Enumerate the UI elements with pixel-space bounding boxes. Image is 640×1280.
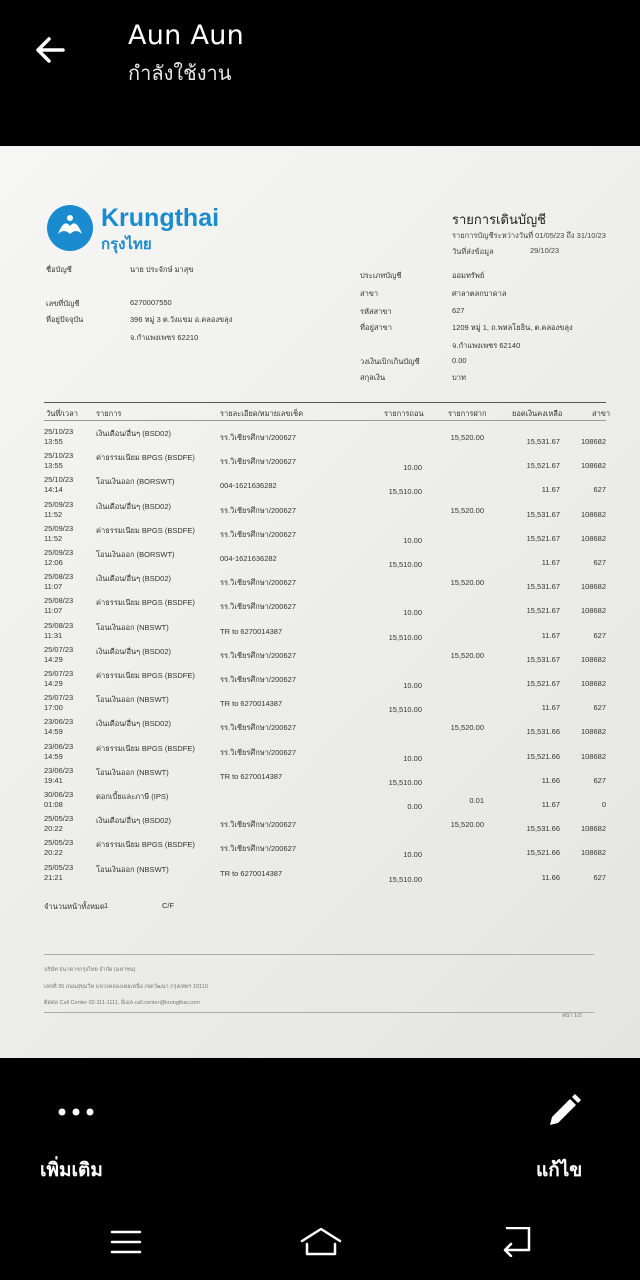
row-branch: 108682 — [580, 461, 606, 470]
row-description: โอนเงินออก (BORSWT) — [96, 477, 175, 486]
row-withdraw: 10.00 — [403, 608, 422, 617]
row-date: 25/10/23 — [44, 451, 74, 460]
row-detail: รร.วิเชียรศึกษา/200627 — [220, 457, 296, 466]
row-withdraw: 15,510.00 — [388, 633, 422, 642]
row-description: เงินเดือน/อื่นๆ (BSD02) — [96, 816, 172, 825]
row-detail: รร.วิเชียรศึกษา/200627 — [220, 506, 296, 515]
row-time: 17:00 — [44, 703, 63, 712]
row-balance: 15,521.67 — [526, 534, 560, 543]
page-number: หน้า 1/2 — [562, 1013, 582, 1019]
total-pages-label: จำนวนหน้าทั้งหมด — [44, 902, 105, 911]
row-time: 19:41 — [44, 776, 63, 785]
row-time: 11:07 — [44, 606, 63, 615]
row-description: เงินเดือน/อื่นๆ (BSD02) — [96, 647, 172, 656]
info-value: นาย ประจักษ์ มาสุข — [130, 265, 194, 274]
info-value: 627 — [452, 306, 465, 315]
row-time: 14:29 — [44, 679, 63, 688]
row-detail: 004-1621636282 — [220, 554, 277, 563]
row-date: 25/05/23 — [44, 814, 74, 823]
krungthai-logo-icon — [46, 204, 94, 252]
row-date: 25/07/23 — [44, 693, 74, 702]
row-description: ค่าธรรมเนียม BPGS (BSDFE) — [96, 744, 195, 753]
footer-line — [44, 954, 594, 955]
more-dots-icon[interactable] — [56, 1098, 96, 1126]
row-time: 11:52 — [44, 510, 63, 519]
row-time: 14:29 — [44, 655, 63, 664]
column-header: สาขา — [592, 409, 611, 418]
row-description: โอนเงินออก (NBSWT) — [96, 865, 169, 874]
info-label: ที่อยู่ปัจจุบัน — [46, 315, 84, 324]
info-label: ประเภทบัญชี — [360, 271, 402, 280]
info-value: จ.กำแพงเพชร 62140 — [452, 341, 521, 350]
row-branch: 108682 — [580, 848, 606, 857]
row-detail: TR to 6270014387 — [220, 627, 283, 636]
row-withdraw: 15,510.00 — [388, 560, 422, 569]
row-date: 25/05/23 — [44, 838, 74, 847]
row-time: 01:08 — [44, 800, 63, 809]
row-detail: รร.วิเชียรศึกษา/200627 — [220, 723, 296, 732]
info-value: ศาลาตลกบาดาล — [452, 289, 507, 298]
statement-photo[interactable] — [0, 146, 640, 1058]
row-time: 14:59 — [44, 752, 63, 761]
row-branch: 108682 — [580, 437, 606, 446]
row-detail: TR to 6270014387 — [220, 869, 283, 878]
column-header: รายการถอน — [384, 409, 424, 418]
row-date: 25/10/23 — [44, 427, 74, 436]
column-header: รายการฝาก — [448, 409, 487, 418]
info-label: ชื่อบัญชี — [46, 265, 72, 274]
row-description: เงินเดือน/อื่นๆ (BSD02) — [96, 502, 172, 511]
more-button[interactable]: เพิ่มเติม — [40, 1159, 103, 1181]
home-icon[interactable] — [297, 1222, 345, 1262]
row-withdraw: 0.00 — [407, 802, 422, 811]
row-balance: 15,531.67 — [526, 437, 560, 446]
info-label: วงเงินเบิกเกินบัญชี — [360, 357, 420, 366]
row-time: 11:52 — [44, 534, 63, 543]
row-balance: 11.67 — [541, 800, 560, 809]
row-date: 25/10/23 — [44, 475, 74, 484]
footer-line-3: ติดต่อ Call Center 02-111-1111, อีเมล call.center@krungthai.com — [44, 1000, 200, 1006]
row-description: ค่าธรรมเนียม BPGS (BSDFE) — [96, 526, 195, 535]
row-balance: 11.67 — [541, 485, 560, 494]
row-balance: 15,521.67 — [526, 679, 560, 688]
return-icon[interactable] — [494, 1222, 538, 1262]
row-branch: 627 — [593, 703, 606, 712]
info-value: 1209 หมู่ 1, ถ.พหลโยธิน, ต.คลองขลุง — [452, 323, 573, 332]
row-description: ค่าธรรมเนียม BPGS (BSDFE) — [96, 671, 195, 680]
row-withdraw: 10.00 — [403, 681, 422, 690]
row-description: โอนเงินออก (NBSWT) — [96, 695, 169, 704]
row-time: 13:55 — [44, 437, 63, 446]
row-description: ดอกเบี้ยและภาษี (IPS) — [96, 792, 169, 801]
info-value: ออมทรัพย์ — [452, 271, 485, 280]
row-time: 11:07 — [44, 582, 63, 591]
row-branch: 108682 — [580, 727, 606, 736]
row-description: เงินเดือน/อื่นๆ (BSD02) — [96, 429, 172, 438]
row-deposit: 15,520.00 — [450, 578, 484, 587]
row-description: ค่าธรรมเนียม BPGS (BSDFE) — [96, 453, 195, 462]
row-time: 14:59 — [44, 727, 63, 736]
info-label: สกุลเงิน — [360, 373, 386, 382]
row-deposit: 15,520.00 — [450, 820, 484, 829]
print-date: 29/10/23 — [530, 246, 560, 255]
footer-line-1: บริษัท ธนาคารกรุงไทย จำกัด (มหาชน) — [44, 967, 136, 973]
statement-period: รายการบัญชีระหว่างวันที่ 01/05/23 ถึง 31/10/23 — [452, 231, 606, 240]
total-pages: 1 — [104, 901, 109, 910]
row-branch: 627 — [593, 873, 606, 882]
row-balance: 15,531.67 — [526, 510, 560, 519]
row-description: ค่าธรรมเนียม BPGS (BSDFE) — [96, 598, 195, 607]
contact-status: กำลังใช้งาน — [128, 61, 232, 85]
row-balance: 15,531.67 — [526, 655, 560, 664]
row-branch: 108682 — [580, 752, 606, 761]
row-branch: 108682 — [580, 582, 606, 591]
row-branch: 108682 — [580, 534, 606, 543]
column-header: วันที่/เวลา — [46, 409, 78, 418]
row-date: 23/06/23 — [44, 742, 74, 751]
row-description: โอนเงินออก (NBSWT) — [96, 768, 169, 777]
row-balance: 15,521.66 — [526, 848, 560, 857]
row-detail: 004-1621636282 — [220, 481, 277, 490]
row-description: เงินเดือน/อื่นๆ (BSD02) — [96, 719, 172, 728]
row-withdraw: 15,510.00 — [388, 487, 422, 496]
row-withdraw: 10.00 — [403, 536, 422, 545]
carried-forward: C/F — [162, 901, 175, 910]
row-balance: 11.67 — [541, 703, 560, 712]
row-detail: รร.วิเชียรศึกษา/200627 — [220, 578, 296, 587]
menu-icon[interactable] — [104, 1222, 148, 1262]
column-header: รายการ — [96, 409, 122, 418]
row-balance: 15,531.66 — [526, 824, 560, 833]
row-balance: 15,521.66 — [526, 752, 560, 761]
info-label: เลขที่บัญชี — [46, 299, 80, 308]
row-withdraw: 15,510.00 — [388, 778, 422, 787]
chat-header — [0, 0, 640, 145]
print-date-label: วันที่ส่งข้อมูล — [452, 247, 494, 256]
row-description: ค่าธรรมเนียม BPGS (BSDFE) — [96, 840, 195, 849]
row-deposit: 15,520.00 — [450, 506, 484, 515]
contact-name: Aun Aun — [128, 20, 245, 51]
footer-line-2: เลขที่ 35 ถนนสุขุมวิท แขวงคลองเตยเหนือ เขตวัฒนา กรุงเทพฯ 10110 — [44, 984, 208, 990]
brand-name-thai: กรุงไทย — [101, 236, 152, 253]
document-title: รายการเดินบัญชี — [452, 212, 546, 227]
row-detail: รร.วิเชียรศึกษา/200627 — [220, 530, 296, 539]
row-date: 25/05/23 — [44, 863, 74, 872]
info-value: บาท — [452, 373, 466, 382]
row-description: โอนเงินออก (BORSWT) — [96, 550, 175, 559]
brand-name: Krungthai — [101, 204, 220, 232]
row-time: 20:22 — [44, 848, 63, 857]
row-withdraw: 15,510.00 — [388, 875, 422, 884]
row-balance: 11.66 — [541, 776, 560, 785]
row-branch: 627 — [593, 485, 606, 494]
row-withdraw: 10.00 — [403, 850, 422, 859]
row-date: 25/09/23 — [44, 548, 74, 557]
row-withdraw: 10.00 — [403, 754, 422, 763]
row-balance: 11.67 — [541, 631, 560, 640]
row-date: 25/08/23 — [44, 596, 74, 605]
row-detail: TR to 6270014387 — [220, 699, 283, 708]
info-value: 396 หมู่ 3 ต.วังแขม อ.คลองขลุง — [130, 315, 233, 324]
row-balance: 11.67 — [541, 558, 560, 567]
row-date: 25/07/23 — [44, 645, 74, 654]
row-deposit: 15,520.00 — [450, 433, 484, 442]
row-branch: 108682 — [580, 824, 606, 833]
pencil-icon[interactable] — [546, 1093, 582, 1129]
back-arrow-icon[interactable] — [28, 28, 72, 72]
row-detail: รร.วิเชียรศึกษา/200627 — [220, 675, 296, 684]
row-detail: รร.วิเชียรศึกษา/200627 — [220, 602, 296, 611]
row-balance: 15,531.66 — [526, 727, 560, 736]
edit-button[interactable]: แก้ไข — [536, 1159, 583, 1181]
row-time: 13:55 — [44, 461, 63, 470]
row-date: 25/08/23 — [44, 572, 74, 581]
row-date: 23/06/23 — [44, 717, 74, 726]
info-value: จ.กำแพงเพชร 62210 — [130, 333, 199, 342]
row-time: 21:21 — [44, 873, 63, 882]
row-date: 23/06/23 — [44, 766, 74, 775]
row-date: 25/09/23 — [44, 500, 74, 509]
row-detail: รร.วิเชียรศึกษา/200627 — [220, 748, 296, 757]
row-balance: 15,531.67 — [526, 582, 560, 591]
row-balance: 11.66 — [541, 873, 560, 882]
row-date: 25/07/23 — [44, 669, 74, 678]
row-detail: รร.วิเชียรศึกษา/200627 — [220, 433, 296, 442]
row-branch: 108682 — [580, 679, 606, 688]
table-header-line — [44, 420, 606, 421]
row-description: เงินเดือน/อื่นๆ (BSD02) — [96, 574, 172, 583]
row-deposit: 0.01 — [469, 796, 484, 805]
row-branch: 627 — [593, 776, 606, 785]
row-date: 25/09/23 — [44, 524, 74, 533]
row-time: 14:14 — [44, 485, 63, 494]
row-deposit: 15,520.00 — [450, 651, 484, 660]
row-time: 11:31 — [44, 631, 63, 640]
info-label: รหัสสาขา — [360, 307, 392, 316]
row-date: 25/08/23 — [44, 621, 74, 630]
row-detail: รร.วิเชียรศึกษา/200627 — [220, 651, 296, 660]
column-header: ยอดเงินคงเหลือ — [512, 409, 563, 418]
info-label: สาขา — [360, 289, 379, 298]
row-branch: 108682 — [580, 606, 606, 615]
table-top-line — [44, 402, 606, 403]
row-branch: 627 — [593, 558, 606, 567]
row-balance: 15,521.67 — [526, 606, 560, 615]
row-detail: รร.วิเชียรศึกษา/200627 — [220, 820, 296, 829]
column-header: รายละเอียด/หมายเลขเช็ค — [220, 409, 304, 418]
row-balance: 15,521.67 — [526, 461, 560, 470]
row-time: 12:06 — [44, 558, 63, 567]
row-detail: TR to 6270014387 — [220, 772, 283, 781]
row-branch: 108682 — [580, 510, 606, 519]
row-branch: 627 — [593, 631, 606, 640]
row-branch: 108682 — [580, 655, 606, 664]
info-label: ที่อยู่สาขา — [360, 323, 392, 332]
footer-bottom-line — [44, 1012, 594, 1013]
row-branch: 0 — [601, 800, 606, 809]
row-detail: รร.วิเชียรศึกษา/200627 — [220, 844, 296, 853]
row-description: โอนเงินออก (NBSWT) — [96, 623, 169, 632]
row-date: 30/06/23 — [44, 790, 74, 799]
row-withdraw: 10.00 — [403, 463, 422, 472]
info-value: 0.00 — [452, 356, 467, 365]
row-withdraw: 15,510.00 — [388, 705, 422, 714]
row-deposit: 15,520.00 — [450, 723, 484, 732]
info-value: 6270007550 — [130, 298, 172, 307]
row-time: 20:22 — [44, 824, 63, 833]
